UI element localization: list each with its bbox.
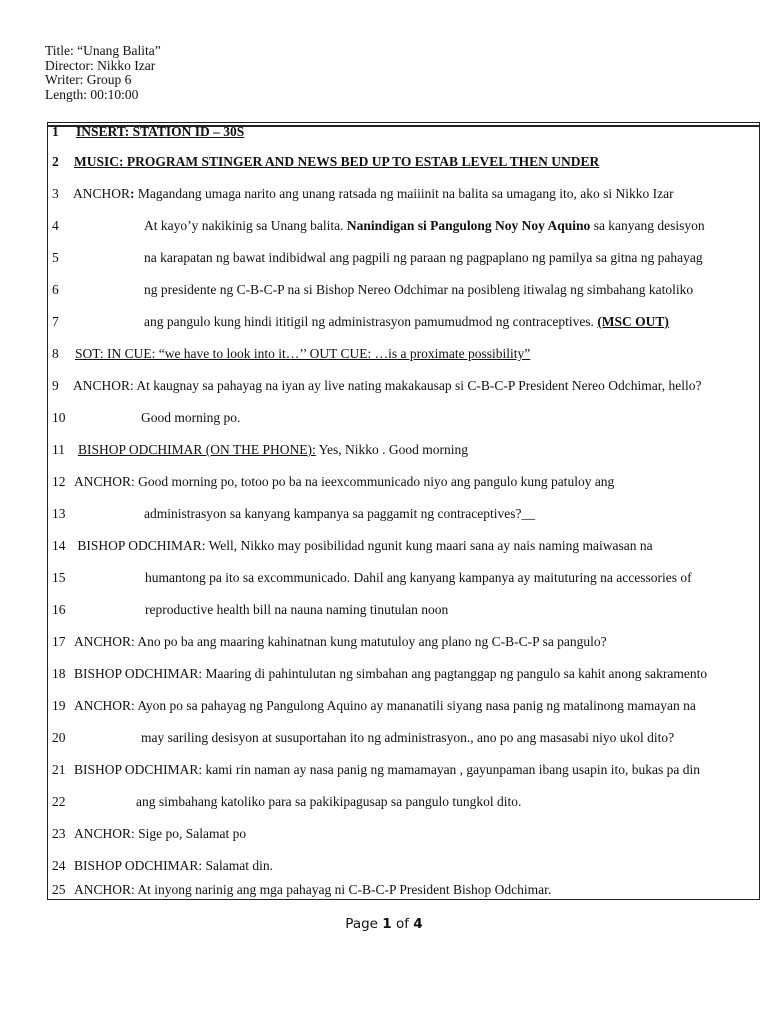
script-line-13 bbox=[52, 506, 535, 522]
line-number: 16 bbox=[52, 602, 66, 617]
script-line-18 bbox=[52, 666, 707, 682]
line-text: humantong pa ito sa excommunicado. Dahil ang kanyang kampanya ay maituturing na accessories of bbox=[145, 570, 692, 585]
line-text: may sariling desisyon at susuportahan ito ng administrasyon., ano po ang masasabi niyo ukol dito? bbox=[141, 730, 675, 745]
script-line-3 bbox=[52, 186, 674, 202]
line-number: 23 bbox=[52, 826, 66, 841]
line-number: 6 bbox=[52, 282, 59, 297]
script-line-12 bbox=[52, 474, 614, 490]
line-text: BISHOP ODCHIMAR: Salamat din. bbox=[74, 858, 274, 873]
director-line: Director: Nikko Izar bbox=[45, 57, 156, 73]
line-number: 21 bbox=[52, 762, 66, 777]
title-line: Title: “Unang Balita” bbox=[45, 43, 161, 58]
script-line-7 bbox=[52, 314, 669, 330]
line-number: 13 bbox=[52, 506, 66, 521]
line-number: 8 bbox=[52, 346, 59, 361]
line-text: MUSIC: PROGRAM STINGER AND NEWS BED UP TO ESTAB LEVEL THEN UNDER bbox=[74, 154, 600, 169]
line-number: 5 bbox=[52, 250, 59, 265]
line-number: 17 bbox=[52, 634, 66, 649]
line-text: sa kanyang desisyon bbox=[590, 218, 705, 233]
line-text: ang pangulo kung hindi ititigil ng administrasyon pamumudmod ng contraceptives. bbox=[144, 314, 598, 329]
line-number: 20 bbox=[52, 730, 66, 745]
line-text: __ bbox=[521, 506, 536, 521]
script-header bbox=[45, 44, 161, 102]
line-text: ANCHOR: Ayon po sa pahayag ng Pangulong Aquino ay mananatili siyang nasa panig ng matalinong mamayan na bbox=[74, 698, 696, 713]
line-text: administrasyon sa kanyang kampanya sa paggamit ng contraceptives? bbox=[144, 506, 522, 521]
line-number: 1 bbox=[52, 124, 59, 139]
script-line-16 bbox=[52, 602, 448, 618]
line-text: reproductive health bill na nauna naming tinutulan noon bbox=[145, 602, 449, 617]
script-line-8 bbox=[52, 346, 530, 362]
line-number: 24 bbox=[52, 858, 66, 873]
line-number: 3 bbox=[52, 186, 59, 201]
line-text: SOT: IN CUE: “we have to look into it…’’ OUT CUE: …is a proximate possibility” bbox=[75, 346, 531, 361]
line-number: 15 bbox=[52, 570, 66, 585]
line-text: BISHOP ODCHIMAR: Maaring di pahintulutan ng simbahan ang pagtanggap ng pangulo sa kahit anong sakramento bbox=[74, 666, 708, 681]
line-text: na karapatan ng bawat indibidwal ang pagpili ng paraan ng pagpaplano ng pamilya sa gitna ng pahayag bbox=[144, 250, 703, 265]
script-line-25 bbox=[52, 882, 551, 898]
script-table bbox=[47, 122, 760, 900]
line-text: Nanindigan si Pangulong Noy Noy Aquino bbox=[346, 218, 591, 233]
line-text: Yes, Nikko . Good morning bbox=[315, 442, 469, 457]
line-text: BISHOP ODCHIMAR (ON THE PHONE): bbox=[78, 442, 316, 457]
line-text: Good morning po. bbox=[141, 410, 241, 425]
page-label: Page bbox=[345, 916, 383, 932]
script-line-15 bbox=[52, 570, 692, 586]
script-line-5 bbox=[52, 250, 703, 266]
line-text: ANCHOR: bbox=[74, 474, 139, 489]
line-number: 11 bbox=[52, 442, 65, 457]
script-line-17 bbox=[52, 634, 607, 650]
script-line-6 bbox=[52, 282, 693, 298]
line-text: ANCHOR: At kaugnay sa pahayag na iyan ay live nating makakausap si C-B-C-P President Nereo Odchimar, hello? bbox=[73, 378, 702, 393]
line-number: 18 bbox=[52, 666, 66, 681]
line-text: ang simbahang katoliko para sa pakikipagusap sa pangulo tungkol dito. bbox=[136, 794, 522, 809]
line-number: 2 bbox=[52, 154, 59, 169]
line-number: 4 bbox=[52, 218, 59, 233]
line-number: 14 bbox=[52, 538, 66, 553]
script-line-2 bbox=[52, 154, 599, 170]
current-page-number: 1 bbox=[382, 916, 392, 932]
script-line-11 bbox=[52, 442, 468, 458]
script-line-14 bbox=[52, 538, 653, 554]
script-line-4 bbox=[52, 218, 705, 234]
script-line-19 bbox=[52, 698, 696, 714]
script-line-1 bbox=[52, 124, 244, 140]
script-line-23 bbox=[52, 826, 246, 842]
line-text: ANCHOR: At inyong narinig ang mga pahayag ni C-B-C-P President Bishop Odchimar. bbox=[74, 882, 552, 897]
line-text: ANCHOR: Ano po ba ang maaring kahinatnan kung matutuloy ang plano ng C-B-C-P sa pangulo? bbox=[74, 634, 607, 649]
script-line-10 bbox=[52, 410, 240, 426]
line-number: 12 bbox=[52, 474, 66, 489]
line-number: 9 bbox=[52, 378, 59, 393]
script-line-24 bbox=[52, 858, 273, 874]
line-number: 7 bbox=[52, 314, 59, 329]
line-number: 22 bbox=[52, 794, 66, 809]
line-text: ng presidente ng C-B-C-P na si Bishop Nereo Odchimar na posibleng itiwalag ng simbahang katoliko bbox=[144, 282, 694, 297]
line-text: BISHOP ODCHIMAR: kami rin naman ay nasa panig ng mamamayan , gayunpaman ibang usapin ito, bukas pa din bbox=[74, 762, 701, 777]
script-line-9 bbox=[52, 378, 701, 394]
line-number: 19 bbox=[52, 698, 66, 713]
script-line-20 bbox=[52, 730, 674, 746]
line-text: ANCHOR bbox=[73, 186, 131, 201]
line-text: Magandang umaga narito ang unang ratsada ng maiiinit na balita sa umagang ito, ako si Nikko Izar bbox=[134, 186, 674, 201]
line-text: Good morning po, totoo po ba na ieexcommunicado niyo ang pangulo kung patuloy ang bbox=[138, 474, 615, 489]
writer-line: Writer: Group 6 bbox=[45, 72, 132, 87]
line-text: INSERT: STATION ID – 30S bbox=[76, 124, 245, 139]
script-line-21 bbox=[52, 762, 700, 778]
line-number: 10 bbox=[52, 410, 66, 425]
length-line: Length: 00:10:00 bbox=[45, 86, 139, 102]
page-of-label: of bbox=[391, 916, 414, 932]
line-text: : bbox=[130, 186, 135, 201]
line-text: (MSC OUT) bbox=[597, 314, 669, 329]
script-line-22 bbox=[52, 794, 521, 810]
line-text: BISHOP ODCHIMAR: Well, Nikko may posibilidad ngunit kung maari sana ay nais naming maiwasan na bbox=[74, 538, 653, 553]
line-number: 25 bbox=[52, 882, 66, 897]
total-pages-number: 4 bbox=[413, 916, 423, 932]
line-text: At kayo’y nakikinig sa Unang balita. bbox=[144, 218, 347, 233]
line-text: ANCHOR: Sige po, Salamat po bbox=[74, 826, 247, 841]
page-indicator bbox=[0, 916, 768, 932]
